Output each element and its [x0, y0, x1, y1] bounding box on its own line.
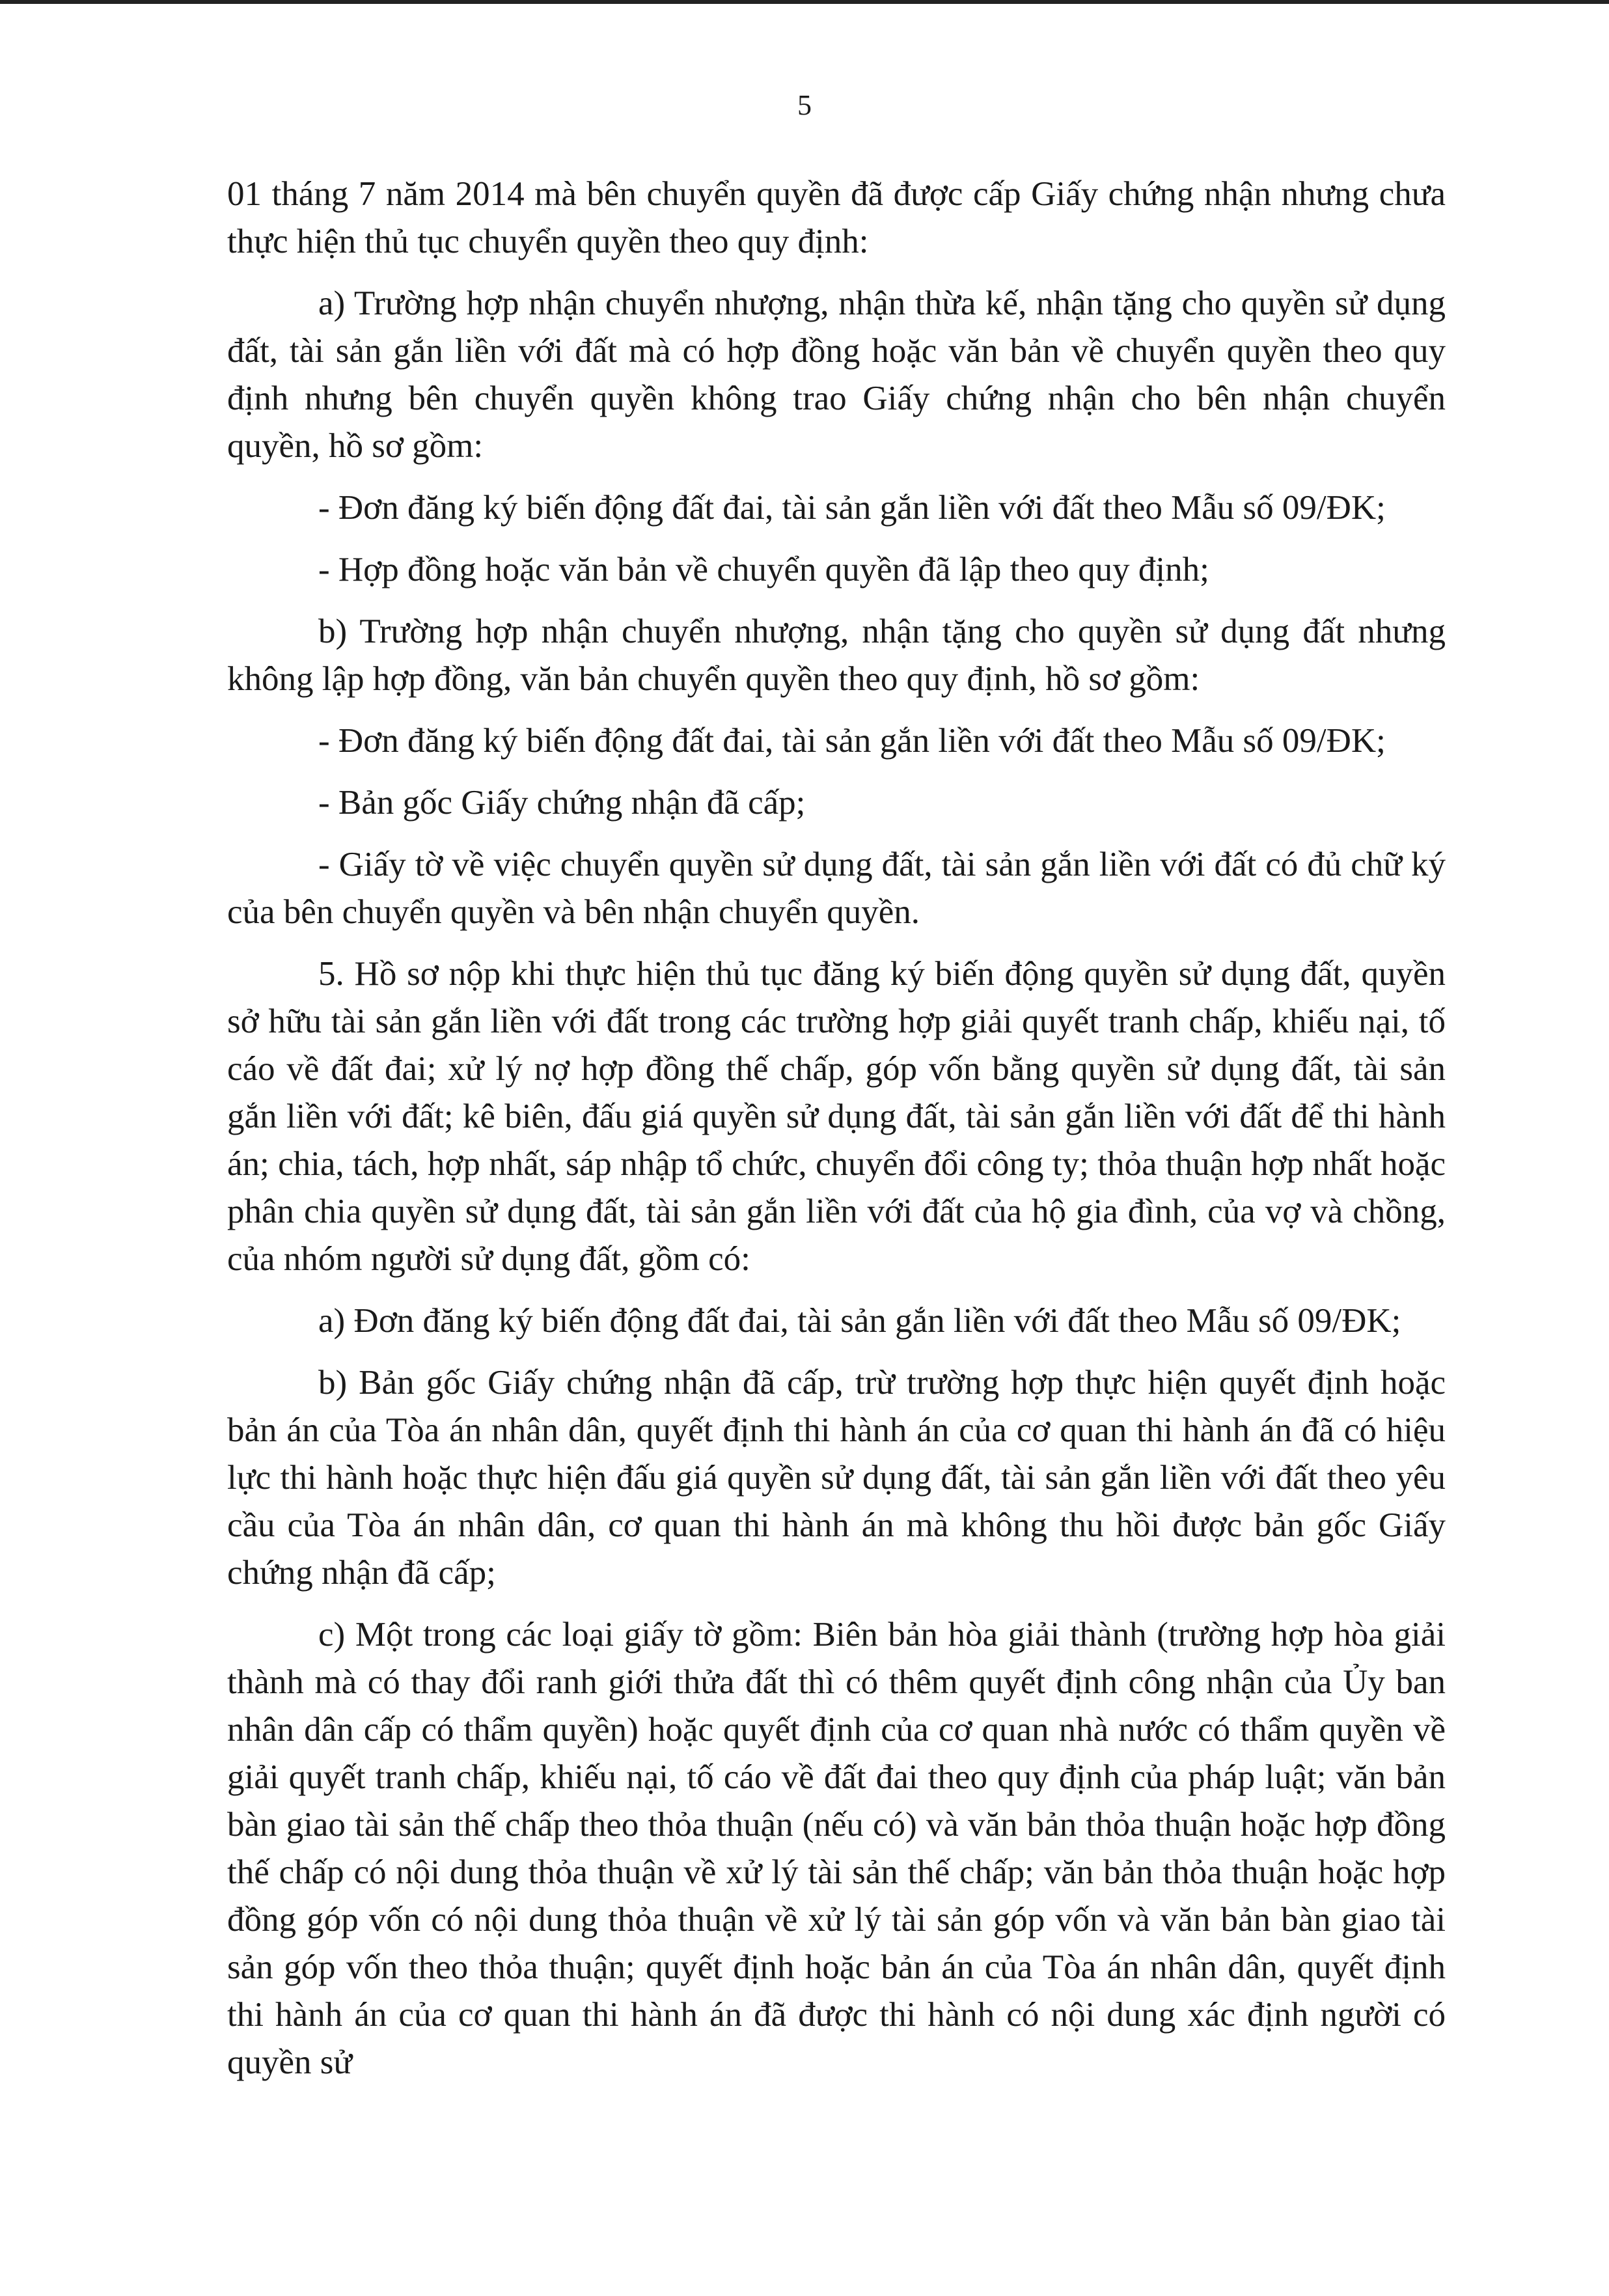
- paragraph-item-a: a) Đơn đăng ký biến động đất đai, tài sản gắn liền với đất theo Mẫu số 09/ĐK;: [318, 1302, 1401, 1340]
- paragraph-continuation: 01 tháng 7 năm 2014 mà bên chuyển quyền đã được cấp Giấy chứng nhận nhưng chưa thực hiện thủ tục chuyển quyền theo quy định:: [227, 175, 1446, 260]
- paragraph-bullet: - Đơn đăng ký biến động đất đai, tài sản gắn liền với đất theo Mẫu số 09/ĐK;: [318, 489, 1386, 527]
- paragraph-item-c: c) Một trong các loại giấy tờ gồm: Biên bản hòa giải thành (trường hợp hòa giải thành mà có thay đổi ranh giới thửa đất thì có thêm quyết định công nhận của Ủy ban nhân dân cấp có thẩm quyền) hoặc quyết định của cơ quan nhà nước có thẩm quyền về giải quyết tranh chấp, khiếu nại, tố cáo về đất đai theo quy định của pháp luật; văn bản bàn giao tài sản thế chấp theo thỏa thuận (nếu có) và văn bản thỏa thuận hoặc hợp đồng thế chấp có nội dung thỏa thuận về xử lý tài sản thế chấp; văn bản thỏa thuận hoặc hợp đồng góp vốn có nội dung thỏa thuận về xử lý tài sản góp vốn và văn bản bàn giao tài sản góp vốn theo thỏa thuận; quyết định hoặc bản án của Tòa án nhân dân, quyết định thi hành án của cơ quan thi hành án đã được thi hành có nội dung xác định người có quyền sử: [227, 1616, 1446, 2081]
- paragraph-bullet: - Giấy tờ về việc chuyển quyền sử dụng đất, tài sản gắn liền với đất có đủ chữ ký của bên chuyển quyền và bên nhận chuyển quyền.: [227, 846, 1446, 931]
- page-number: 5: [797, 89, 812, 121]
- paragraph-item-b: b) Trường hợp nhận chuyển nhượng, nhận tặng cho quyền sử dụng đất nhưng không lập hợp đồng, văn bản chuyển quyền theo quy định, hồ sơ gồm:: [227, 613, 1446, 698]
- document-body: [227, 171, 1446, 2101]
- paragraph-section-5: 5. Hồ sơ nộp khi thực hiện thủ tục đăng ký biến động quyền sử dụng đất, quyền sở hữu tài sản gắn liền với đất trong các trường hợp giải quyết tranh chấp, khiếu nại, tố cáo về đất đai; xử lý nợ hợp đồng thế chấp, góp vốn bằng quyền sử dụng đất, tài sản gắn liền với đất; kê biên, đấu giá quyền sử dụng đất, tài sản gắn liền với đất để thi hành án; chia, tách, hợp nhất, sáp nhập tổ chức, chuyển đổi công ty; thỏa thuận hợp nhất hoặc phân chia quyền sử dụng đất, tài sản gắn liền với đất của hộ gia đình, của vợ và chồng, của nhóm người sử dụng đất, gồm có:: [227, 955, 1446, 1278]
- paragraph-bullet: - Bản gốc Giấy chứng nhận đã cấp;: [318, 784, 806, 822]
- paragraph-item-b: b) Bản gốc Giấy chứng nhận đã cấp, trừ trường hợp thực hiện quyết định hoặc bản án của Tòa án nhân dân, quyết định thi hành án của cơ quan thi hành án đã có hiệu lực thi hành hoặc thực hiện đấu giá quyền sử dụng đất, tài sản gắn liền với đất theo yêu cầu của Tòa án nhân dân, cơ quan thi hành án mà không thu hồi được bản gốc Giấy chứng nhận đã cấp;: [227, 1364, 1446, 1592]
- scan-top-border: [0, 0, 1609, 4]
- paragraph-bullet: - Hợp đồng hoặc văn bản về chuyển quyền đã lập theo quy định;: [318, 551, 1209, 588]
- paragraph-bullet: - Đơn đăng ký biến động đất đai, tài sản gắn liền với đất theo Mẫu số 09/ĐK;: [318, 722, 1386, 760]
- paragraph-item-a: a) Trường hợp nhận chuyển nhượng, nhận thừa kế, nhận tặng cho quyền sử dụng đất, tài sản gắn liền với đất mà có hợp đồng hoặc văn bản về chuyển quyền theo quy định nhưng bên chuyển quyền không trao Giấy chứng nhận cho bên nhận chuyển quyền, hồ sơ gồm:: [227, 284, 1446, 465]
